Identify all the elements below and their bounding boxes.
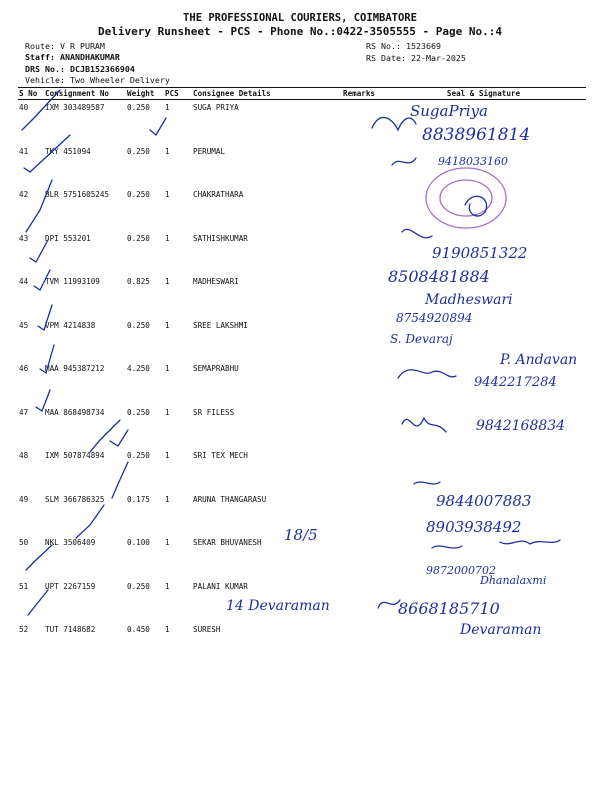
cell-weight: 0.250 [127,581,150,591]
cell-weight: 0.250 [127,103,150,112]
cell-weight: 0.825 [127,277,150,286]
cell-consignee: ARUNA THANGARASU [193,494,267,504]
staff-value: ANANDHAKUMAR [59,52,120,62]
cell-pcs: 1 [165,146,170,156]
cell-signature [380,405,586,449]
cell-sno: 47 [19,407,29,417]
cell-signature [380,144,586,188]
rs-date-label: RS Date: [366,53,411,63]
cell-remarks [342,405,380,449]
cell-pcs: 1 [165,451,170,460]
cell-weight: 0.250 [127,320,150,330]
cell-consignment: BLR 5751605245 [45,190,110,199]
cell-remarks [342,144,380,188]
table-row [18,231,586,275]
cell-sno: 46 [19,364,29,373]
cell-pcs: 1 [165,364,170,373]
table-row [18,535,586,579]
cell-pcs: 1 [165,625,170,634]
route-value: V R PURAM [59,41,105,51]
hw-row50-note: 18/5 [284,526,318,544]
cell-sno: 48 [19,451,29,460]
cell-consignee: CHAKRATHARA [193,190,244,199]
drs-line [25,64,135,74]
cell-pcs: 1 [165,233,170,243]
cell-consignment: MAA 868498734 [45,407,105,417]
staff-line [25,52,120,62]
runsheet-subtitle: Delivery Runsheet - PCS - Phone No.:0422-3505555 - Page No.:4 [98,25,502,38]
cell-consignee: SATHISHKUMAR [193,233,248,243]
hw-row52-note: 14 Devaraman [226,598,330,614]
cell-signature [380,492,586,536]
rs-number-label: RS No.: [366,41,406,51]
cell-sno: 45 [19,320,29,330]
drs-label: DRS No.: [25,64,70,74]
cell-consignee: PALANI KUMAR [193,581,248,591]
table-row [18,448,586,492]
cell-consignment: SLM 366786325 [45,494,105,504]
cell-consignment: TVM 11993109 [45,277,100,286]
cell-signature [380,535,586,579]
hw-row43-phone: 9190851322 [432,244,528,262]
cell-weight: 0.250 [127,451,150,460]
hw-row52-name: Devaraman [460,622,542,638]
cell-sno: 49 [19,494,29,504]
rs-number-line [366,41,441,51]
cell-remarks [342,579,380,623]
hw-row40-phone: 8838961814 [422,125,531,145]
col-consignment: Consignment No [44,88,126,100]
vehicle-label: Vehicle: [25,75,70,85]
col-remarks: Remarks [342,88,380,100]
table-row [18,100,586,144]
cell-sno: 40 [19,103,29,112]
rs-date-line [366,53,466,63]
cell-weight: 0.100 [127,538,150,547]
cell-weight: 4.250 [127,364,150,373]
cell-consignee: SURESH [193,625,221,634]
cell-weight: 0.175 [127,494,150,504]
col-consignee: Consignee Details [192,88,342,100]
table-row [18,622,586,666]
cell-signature [380,448,586,492]
cell-sno: 41 [19,146,29,156]
staff-label: Staff: [25,52,60,62]
table-row [18,361,586,405]
table-row [18,405,586,449]
cell-consignment: DPI 553201 [45,233,91,243]
hw-row40-name: SugaPriya [410,102,488,120]
cell-consignee: MADHESWARI [193,277,239,286]
cell-consignment: NKL 3506409 [45,538,96,547]
vehicle-line [25,75,170,85]
table-row [18,274,586,318]
cell-consignee: PERUMAL [193,146,226,156]
hw-row46-name: P. Andavan [500,352,578,368]
cell-consignee: SR FILESS [193,407,235,417]
cell-signature [380,622,586,666]
cell-weight: 0.250 [127,190,150,199]
cell-signature [380,100,586,144]
cell-pcs: 1 [165,277,170,286]
hw-row47-phone: 9842168834 [476,418,566,434]
cell-pcs: 1 [165,494,170,504]
cell-signature [380,361,586,405]
cell-consignment: TUT 7148682 [45,625,96,634]
cell-consignment: UPT 2267159 [45,581,96,591]
cell-consignment: MAA 945387212 [45,364,105,373]
hw-row45-name: S. Devaraj [390,332,453,346]
table-row [18,144,586,188]
cell-remarks [342,492,380,536]
col-sno: S No [18,88,44,100]
col-pcs: PCS [164,88,192,100]
cell-pcs: 1 [165,320,170,330]
rs-number-value: 1523669 [405,41,441,51]
hw-row45-phone: 8754920894 [396,311,473,325]
cell-consignment: VPM 4214838 [45,320,96,330]
cell-remarks [342,274,380,318]
hw-row44-phone: 8508481884 [388,267,490,286]
vehicle-value: Two Wheeler Delivery [69,75,170,85]
route-label: Route: [25,41,60,51]
cell-sno: 44 [19,277,29,286]
cell-weight: 0.250 [127,407,150,417]
cell-pcs: 1 [165,581,170,591]
cell-remarks [342,535,380,579]
cell-sno: 43 [19,233,29,243]
cell-consignee: SUGA PRIYA [193,103,239,112]
hw-row49-phone: 9844007883 [436,492,532,510]
cell-remarks [342,187,380,231]
cell-signature [380,274,586,318]
cell-consignment: IXM 303489587 [45,103,105,112]
hw-row41-phone: 9418033160 [438,155,508,168]
cell-pcs: 1 [165,407,170,417]
table-header-row [18,88,586,100]
cell-sno: 51 [19,581,29,591]
hw-row50-phone: 8903938492 [426,518,522,536]
cell-consignment: TKY 451094 [45,146,91,156]
cell-remarks [342,318,380,362]
cell-sno: 52 [19,625,29,634]
table-row [18,187,586,231]
hw-row51-phone: 9872000702 [426,564,496,577]
cell-sno: 50 [19,538,29,547]
cell-remarks [342,622,380,666]
cell-sno: 42 [19,190,29,199]
table-row [18,492,586,536]
hw-row52-phone: 8668185710 [398,599,500,618]
drs-value: DCJB152366904 [69,64,135,74]
cell-pcs: 1 [165,103,170,112]
hw-row51-name: Dhanalaxmi [480,574,547,587]
cell-consignee: SEMAPRABHU [193,364,239,373]
cell-remarks [342,448,380,492]
table-row [18,318,586,362]
company-title: THE PROFESSIONAL COURIERS, COIMBATORE [183,12,417,24]
col-signature: Seal & Signature [380,88,586,100]
rs-date-value: 22-Mar-2025 [410,53,466,63]
cell-remarks [342,361,380,405]
cell-consignee: SRI TEX MECH [193,451,248,460]
cell-signature [380,187,586,231]
delivery-table [18,87,586,666]
cell-weight: 0.250 [127,233,150,243]
cell-consignee: SREE LAKSHMI [193,320,248,330]
hw-row46-phone: 9442217284 [474,375,557,390]
cell-consignment: IXM 507874894 [45,451,105,460]
col-weight: Weight [126,88,164,100]
cell-weight: 0.450 [127,625,150,634]
route-line [25,41,105,51]
cell-signature [380,231,586,275]
table-row [18,579,586,623]
cell-signature [380,318,586,362]
cell-pcs: 1 [165,538,170,547]
cell-pcs: 1 [165,190,170,199]
cell-remarks [342,100,380,144]
cell-signature [380,579,586,623]
cell-consignee: SEKAR BHUVANESH [193,538,262,547]
cell-remarks [342,231,380,275]
cell-weight: 0.250 [127,146,150,156]
hw-row44-name: Madheswari [425,292,513,308]
